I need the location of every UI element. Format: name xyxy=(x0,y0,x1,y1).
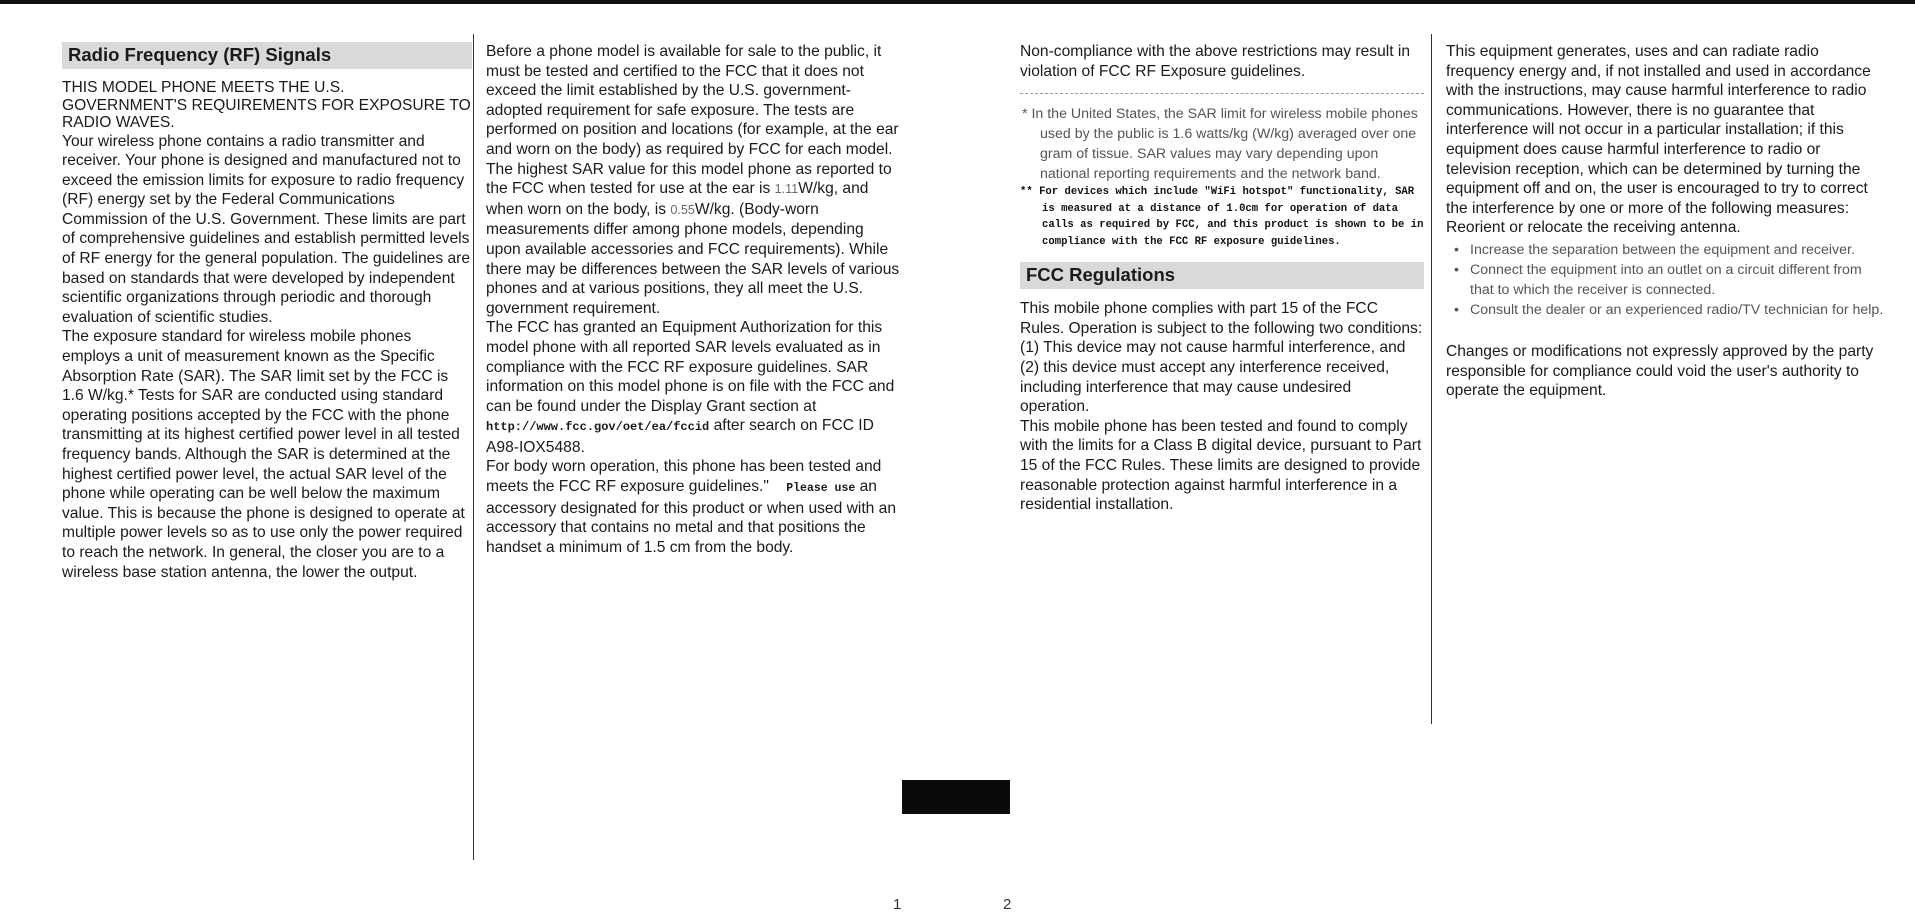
page-number-1: 1 xyxy=(893,896,902,913)
column-4 xyxy=(1446,42,1886,401)
footnote-sar-limit: * In the United States, the SAR limit for wireless mobile phones used by the public is 1.6 watts/kg (W/kg) averaged over one gram of tissue. SAR values may vary depending upon national reporting requirements and the network band. xyxy=(1022,106,1418,183)
paragraph-interference: This equipment generates, uses and can radiate radio frequency energy and, if not installed and used in accordance with the instructions, may cause harmful interference to radio communications. However, there is no guarantee that interference will not occur in a particular installation; if this equipment does cause harmful interference to radio or television reception, which can be determined by turning the equipment off and on, the user is encouraged to try to correct the interference by one or more of the following measures: xyxy=(1446,43,1871,217)
paragraph-class-b: This mobile phone has been tested and found to comply with the limits for a Class B digital device, pursuant to Part 15 of the FCC Rules. These limits are designed to provide reasonable protection against harmful interference in a residential installation. xyxy=(1020,417,1422,514)
column-3 xyxy=(1020,42,1424,515)
list-item: • Consult the dealer or an experienced radio/TV technician for help. xyxy=(1454,300,1886,320)
text-segment: For body worn operation, this phone has been tested and meets the FCC RF exposure guidelines." xyxy=(486,458,882,496)
dashed-divider xyxy=(1020,93,1424,94)
column-1 xyxy=(62,42,472,582)
top-border xyxy=(0,0,1915,4)
paragraph-reorient: Reorient or relocate the receiving antenna. xyxy=(1446,219,1741,237)
paragraph-body-worn xyxy=(486,457,900,557)
text-segment: an accessory designated for this product or when used with an accessory that contains no metal and that positions the handset a minimum of 1.5 cm from the body. xyxy=(486,478,896,556)
body-sar-value: 0.55 xyxy=(670,202,695,217)
redaction-box xyxy=(902,780,1010,814)
list-item: • Connect the equipment into an outlet on a circuit different from that to which the receiver is connected. xyxy=(1454,260,1886,300)
paragraph-sar-standard: The exposure standard for wireless mobile phones employs a unit of measurement known as the Specific Absorption Rate (SAR). The SAR limit set by the FCC is 1.6 W/kg.* Tests for SAR are conducted using standard operating positions accepted by the FCC with the phone transmitting at its highest certified power level in all tested frequency bands. Although the SAR is determined at the highest certified power level, the actual SAR level of the phone while operating can be well below the maximum value. This is because the phone is designed to operate at multiple power levels so as to use only the power required to reach the network. In general, the closer you are to a wireless base station antenna, the lower the output. xyxy=(62,328,465,581)
caps-statement: THIS MODEL PHONE MEETS THE U.S. GOVERNMENT'S REQUIREMENTS FOR EXPOSURE TO RADIO WAVES. xyxy=(62,79,471,131)
paragraph-modifications: Changes or modifications not expressly approved by the party responsible for compliance could void the user's authority to operate the equipment. xyxy=(1446,342,1874,400)
fcc-url: http://www.fcc.gov/oet/ea/fccid xyxy=(486,420,710,435)
paragraph-rf-intro: Your wireless phone contains a radio transmitter and receiver. Your phone is designed and manufactured not to exceed the emission limits for exposure to radio frequency (RF) energy set by the Federal Communications Commission of the U.S. Government. These limits are part of comprehensive guidelines and establish permitted levels of RF energy for the general population. The guidelines are based on standards that were developed by independent scientific organizations through periodic and thorough evaluation of scientific studies. xyxy=(62,132,471,326)
text-segment: The FCC has granted an Equipment Authorization for this model phone with all reported SAR levels evaluated as in compliance with the FCC RF exposure guidelines. SAR information on this model phone is on file with the FCC and can be found under the Display Grant section at xyxy=(486,319,895,415)
text-segment: W/kg. (Body-worn measurements differ among phone models, depending upon available accessories and FCC requirements). While there may be differences between the SAR levels of various phones and at various positions, they all meet the U.S. government requirement. xyxy=(486,200,900,317)
list-item: • Increase the separation between the equipment and receiver. xyxy=(1454,240,1886,260)
paragraph-part15: This mobile phone complies with part 15 of the FCC Rules. Operation is subject to the following two conditions: (1) This device may not cause harmful interference, and (2) this device must accept any interference received, including interference that may cause undesired operation. xyxy=(1020,300,1423,416)
column-divider-1 xyxy=(473,34,474,860)
column-2 xyxy=(486,42,900,557)
ear-sar-value: 1.11 xyxy=(774,182,799,197)
text-segment: W/kg, and when worn on the body, is xyxy=(486,180,869,218)
footnote-wifi-hotspot: ** For devices which include "WiFi hotspot" functionality, SAR is measured at a distance of 1.0cm for operation of data calls as required by FCC, and this product is shown to be in compliance with the FCC RF exposure guidelines. xyxy=(1020,186,1424,248)
please-use-text: Please use xyxy=(786,482,856,496)
measures-list xyxy=(1446,240,1886,320)
paragraph-equipment-authorization xyxy=(486,318,900,457)
section-heading-fcc-regulations: FCC Regulations xyxy=(1020,262,1424,289)
text-segment: Before a phone model is available for sale to the public, it must be tested and certified to the FCC that it does not exceed the limit established by the U.S. government-adopted requirement for safe exposure. The tests are performed on position and locations (for example, at the ear and worn on the body) as required by FCC for each model. The highest SAR value for this model phone as reported to the FCC when tested for use at the ear is xyxy=(486,43,899,198)
column-divider-2 xyxy=(1431,34,1432,724)
section-heading-rf-signals: Radio Frequency (RF) Signals xyxy=(62,42,472,69)
paragraph-sar-testing xyxy=(486,42,900,318)
paragraph-non-compliance: Non-compliance with the above restrictions may result in violation of FCC RF Exposure guidelines. xyxy=(1020,43,1411,80)
page-number-2: 2 xyxy=(1003,896,1012,913)
text-segment: after search on FCC ID A98-IOX5488. xyxy=(486,417,874,456)
